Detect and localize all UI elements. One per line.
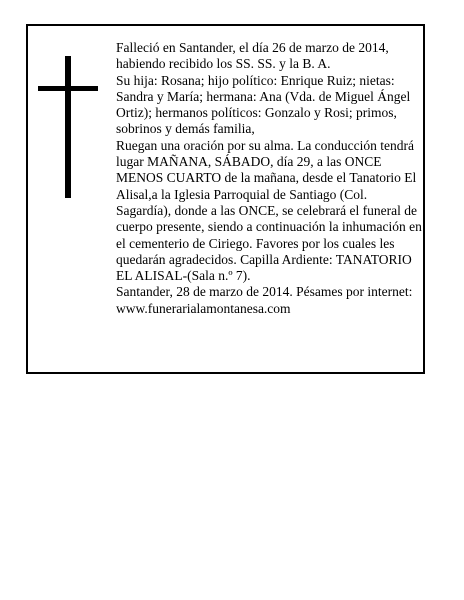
death-announcement: Falleció en Santander, el día 26 de marzo de 2014, habiendo recibido los SS. SS. y la B. A.: [116, 40, 389, 72]
cross-icon: [38, 56, 98, 198]
service-details: Ruegan una oración por su alma. La conducción tendrá lugar MAÑANA, SÁBADO, día 29, a las ONCE MENOS CUARTO de la mañana, desde el Tanatorio El Alisal,a la Iglesia Parroquial de Santiago (Col. Sagardía), donde a las ONCE, se celebrará el funeral de cuerpo presente, siendo a continuación la inhumación en el cementerio de Ciriego. Favores por los cuales les quedarán agradecidos. Capilla Ardiente: TANATORIO EL ALISAL-(Sala n.º 7).: [116, 137, 422, 284]
cross-horizontal-bar: [38, 86, 98, 91]
cross-vertical-bar: [65, 56, 71, 198]
notice-text: [116, 40, 422, 317]
family-list: Su hija: Rosana; hijo político: Enrique Ruiz; nietas: Sandra y María; hermana: Ana (Vda. de Miguel Ángel Ortiz); hermanos políticos: Gonzalo y Rosi; primos, sobrinos y demás familia,: [116, 72, 411, 137]
obituary-notice: [26, 24, 425, 374]
date-and-website: Santander, 28 de marzo de 2014. Pésames por internet: www.funerarialamontanesa.com: [116, 284, 413, 316]
